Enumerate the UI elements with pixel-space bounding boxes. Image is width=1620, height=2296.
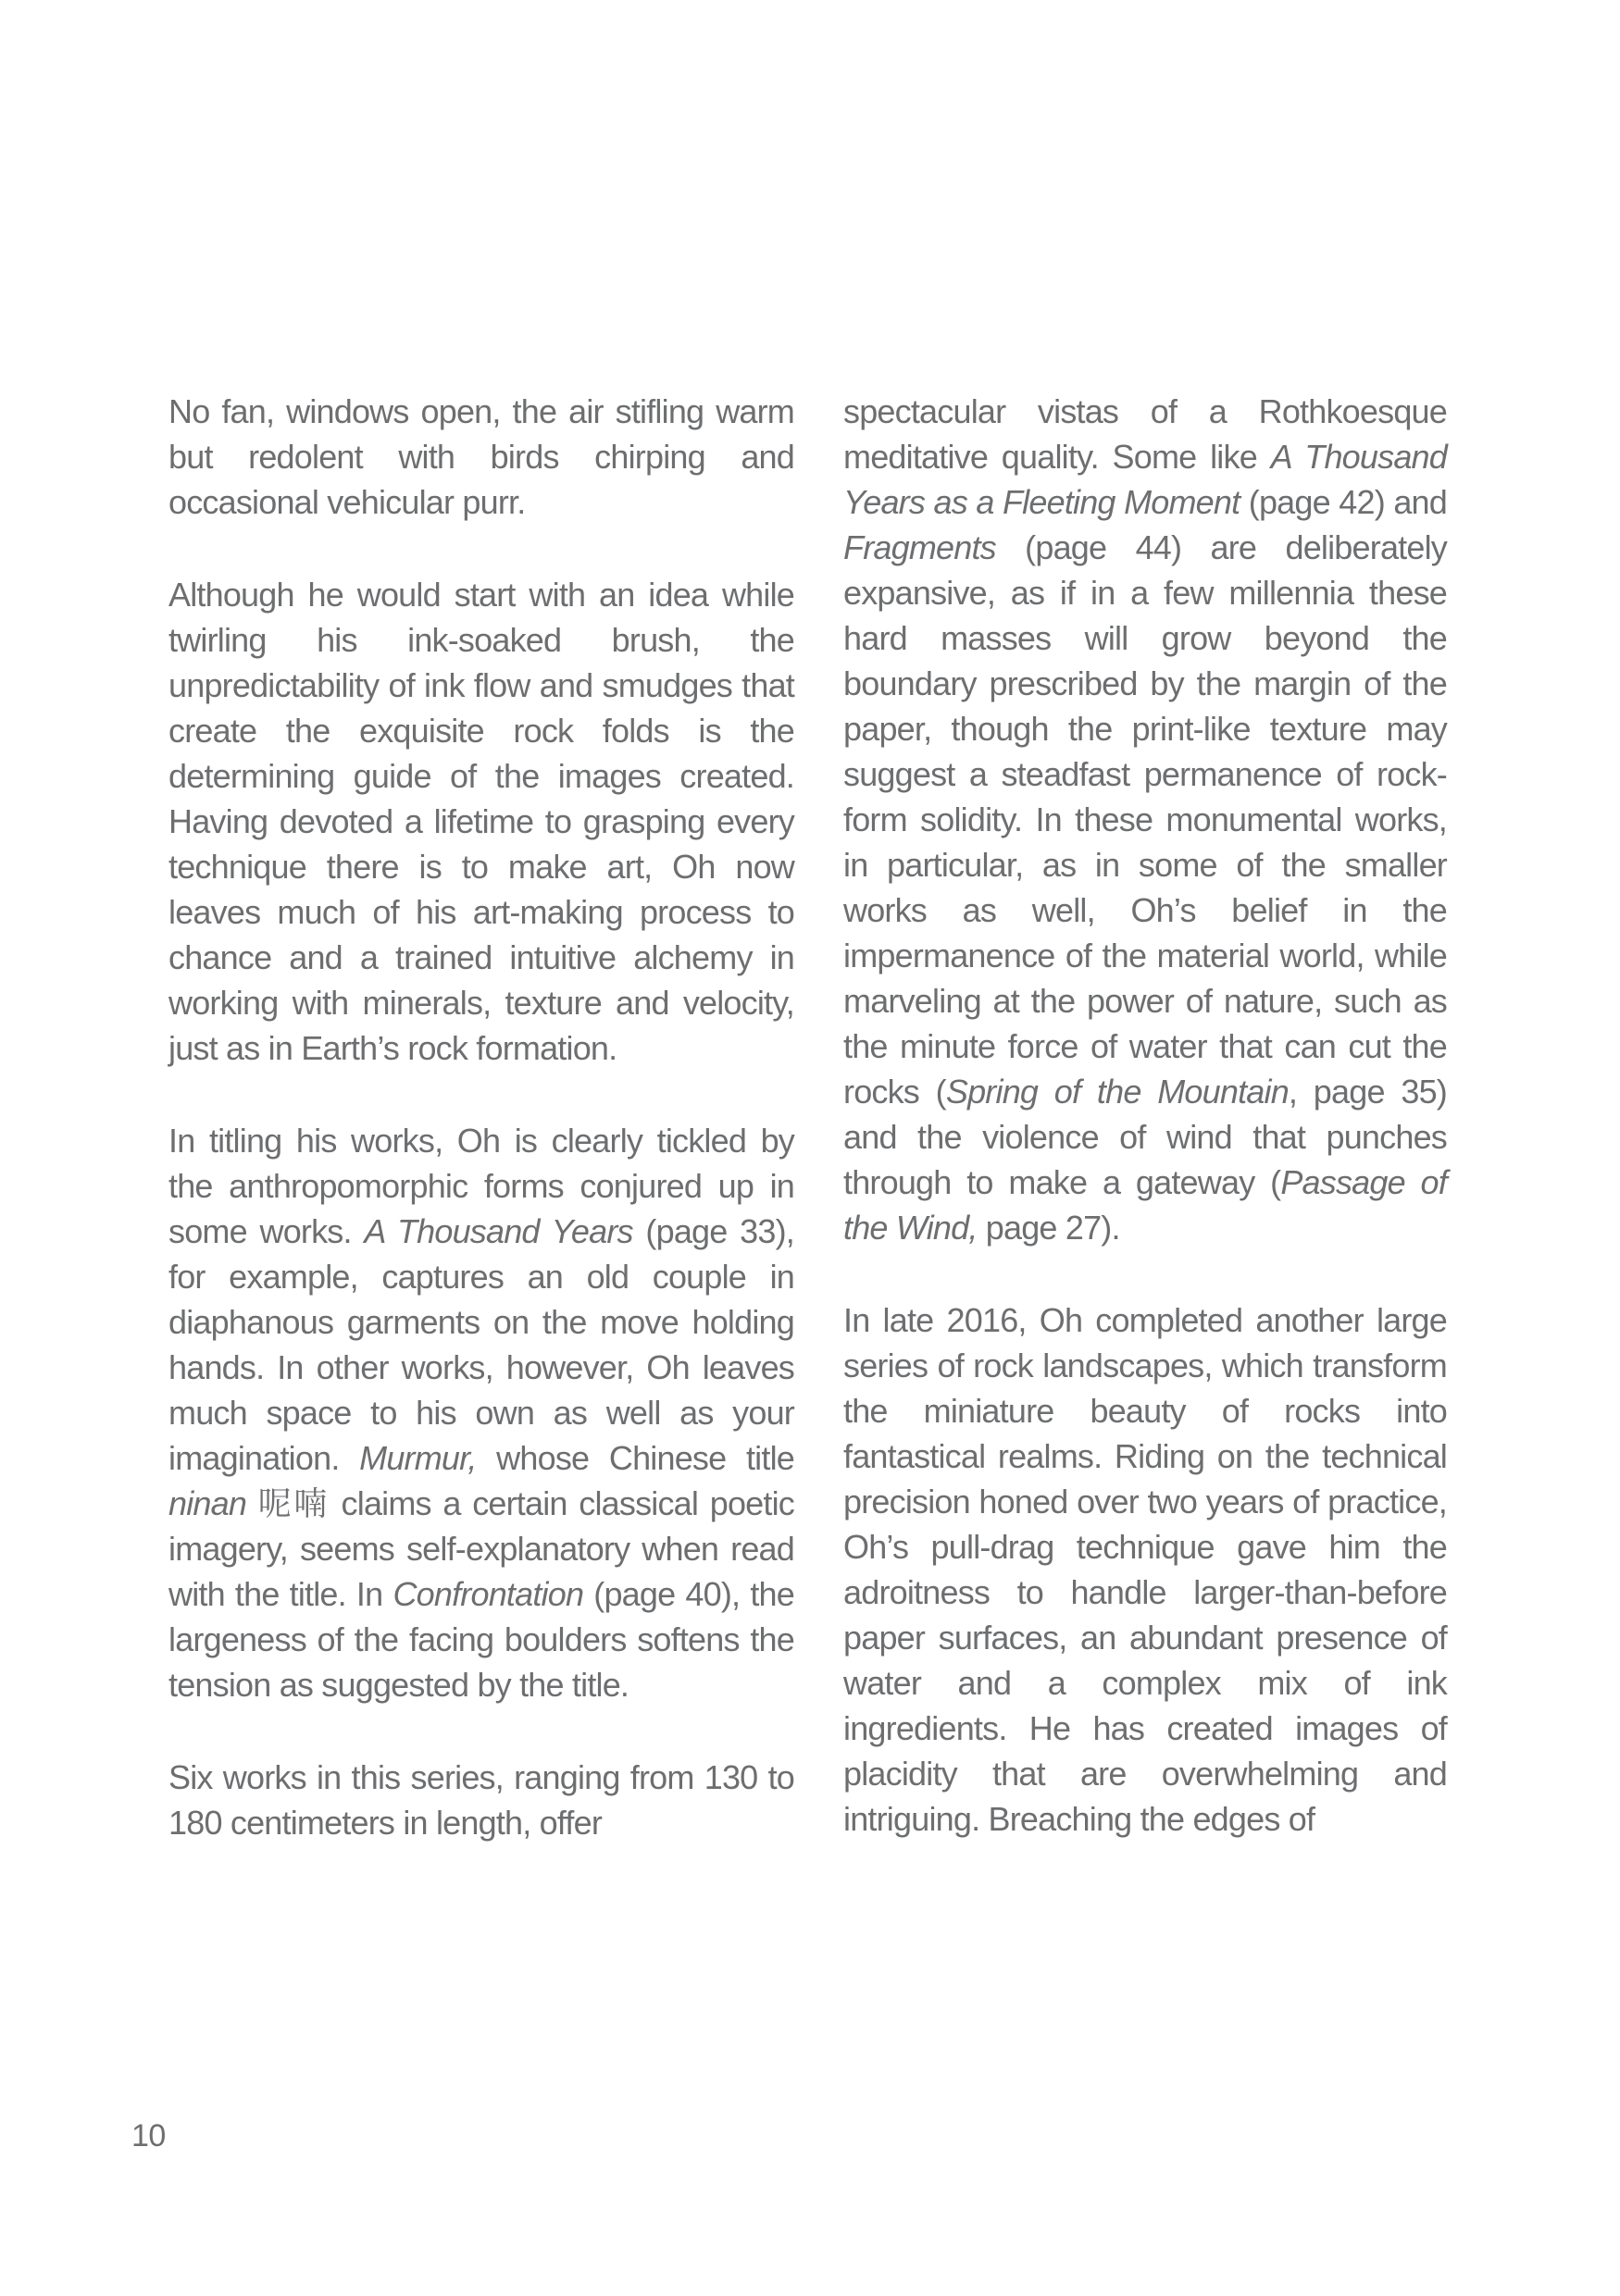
text-run: whose Chinese title xyxy=(476,1439,794,1477)
text-run: In titling his works, Oh is clearly tickled by the anthropomorphic forms conjured up in some works. xyxy=(168,1122,794,1250)
artwork-title-run: Murmur, xyxy=(359,1439,477,1477)
text-run: Six works in this series, ranging from 130 to 180 centimeters in length, offer xyxy=(168,1758,794,1842)
paragraph xyxy=(168,389,794,525)
artwork-title-run: ninan xyxy=(168,1484,247,1522)
paragraph xyxy=(168,1118,794,1707)
text-run: spectacular vistas of a Rothkoesque meditative quality. Some like xyxy=(843,392,1447,476)
paragraph xyxy=(168,572,794,1071)
paragraph xyxy=(168,1755,794,1845)
artwork-title-run: Confrontation xyxy=(393,1575,584,1613)
text-run: (page 40), the largeness of the facing boulders softens the tension as suggested by the title. xyxy=(168,1575,794,1704)
artwork-title-run: Spring of the Mountain xyxy=(945,1073,1289,1111)
text-run: (page 42) and xyxy=(1240,483,1447,521)
left-column xyxy=(168,389,794,1845)
text-run: , page 35) and the violence of wind that punches through to make a gateway ( xyxy=(843,1073,1447,1201)
essay-text-block xyxy=(168,389,1447,1845)
right-column xyxy=(843,389,1447,1845)
paragraph xyxy=(843,1297,1447,1842)
artwork-title-run: Passage of the Wind, xyxy=(843,1163,1447,1247)
text-run: (page 33), for example, captures an old couple in diaphanous garments on the move holding hands. In other works, however, Oh leaves much space to his own as well as your imagination. xyxy=(168,1212,795,1477)
page-number: 10 xyxy=(131,2118,166,2153)
text-run: 呢喃 claims a certain classical poetic imagery, seems self-explanatory when read with the title. In xyxy=(168,1484,794,1613)
paragraph xyxy=(843,389,1447,1250)
artwork-title-run: Fragments xyxy=(843,528,996,566)
text-run: No fan, windows open, the air stifling warm but redolent with birds chirping and occasional vehicular purr. xyxy=(168,392,794,521)
text-run: Although he would start with an idea while twirling his ink-soaked brush, the unpredictability of ink flow and smudges that create the exquisite rock folds is the determining guide of the images created. Having devoted a lifetime to grasping every technique there is to make art, Oh now leaves much of his art-making process to chance and a trained intuitive alchemy in working with minerals, texture and velocity, just as in Earth’s rock formation. xyxy=(168,576,794,1067)
text-run: page 27). xyxy=(977,1209,1120,1247)
text-run: (page 44) are deliberately expansive, as if in a few millennia these hard masses will grow beyond the boundary prescribed by the margin of the paper, though the print-like texture may suggest a steadfast permanence of rock-form solidity. In these monumental works, in particular, as in some of the smaller works as well, Oh’s belief in the impermanence of the material world, while marveling at the power of nature, such as the minute force of water that can cut the rocks ( xyxy=(843,528,1447,1111)
artwork-title-run: A Thousand Years as a Fleeting Moment xyxy=(843,438,1447,521)
artwork-title-run: A Thousand Years xyxy=(364,1212,633,1250)
text-run: In late 2016, Oh completed another large series of rock landscapes, which transform the miniature beauty of rocks into fantastical realms. Riding on the technical precision honed over two years of practice, Oh’s pull-drag technique gave him the adroitness to handle larger-than-before paper surfaces, an abundant presence of water and a complex mix of ink ingredients. He has created images of placidity that are overwhelming and intriguing. Breaching the edges of xyxy=(843,1301,1447,1838)
